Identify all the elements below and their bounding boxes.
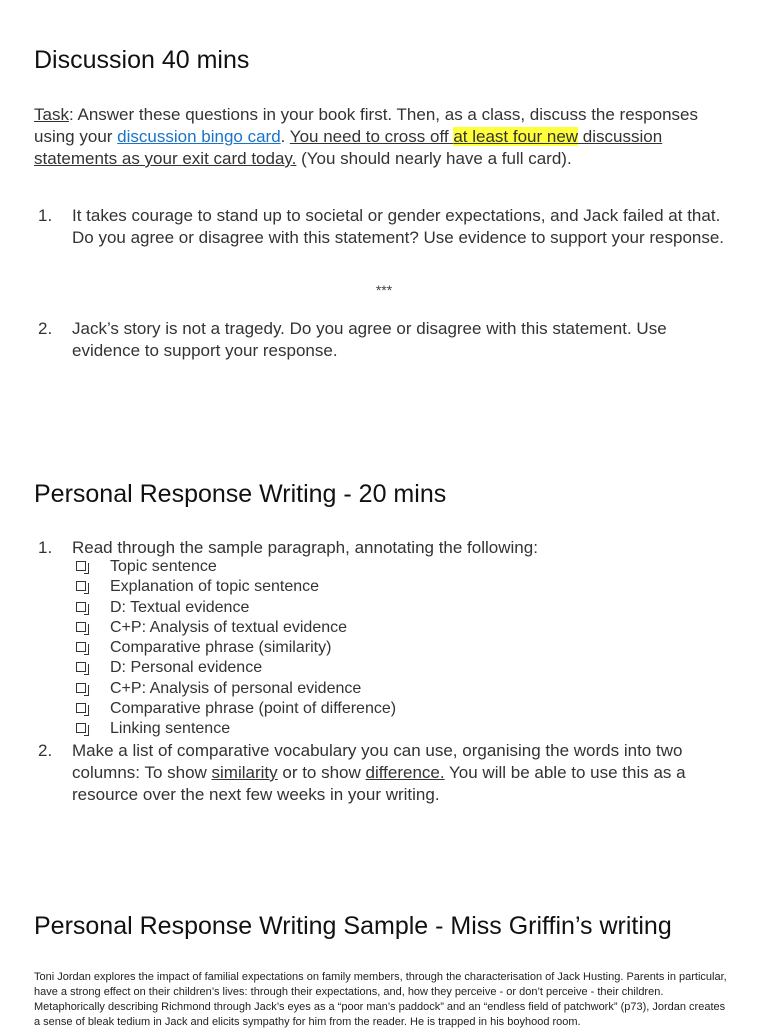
instruction-text: Read through the sample paragraph, annotating the following: xyxy=(72,538,538,557)
checklist-item-label: D: Textual evidence xyxy=(110,598,250,616)
difference-underlined: difference. xyxy=(365,763,445,782)
task-text-2: . xyxy=(280,127,290,146)
section-separator: *** xyxy=(375,282,393,298)
instruction-text-1: Make a list of comparative vocabulary you can use, organising the words into two columns: To show xyxy=(72,741,683,782)
checklist-item-label: D: Personal evidence xyxy=(110,659,263,677)
checkbox-icon xyxy=(76,642,86,652)
task-underline-2: discussion statements as your exit card today. xyxy=(34,127,663,168)
task-text-3: (You should nearly have a full card). xyxy=(296,149,572,168)
checkbox-icon xyxy=(76,561,86,571)
personal-response-heading: Personal Response Writing - 20 mins xyxy=(34,480,447,508)
question-text: Jack’s story is not a tragedy. Do you agree or disagree with this statement. Use evidence to support your response. xyxy=(72,319,667,360)
checklist-item-label: Explanation of topic sentence xyxy=(110,578,320,596)
checklist-item-label: Topic sentence xyxy=(110,558,217,575)
checkbox-icon xyxy=(76,723,86,733)
instruction-item-2 xyxy=(34,740,734,806)
checklist-item-label: Linking sentence xyxy=(110,720,231,738)
checklist-item-label: Comparative phrase (point of difference) xyxy=(110,700,397,718)
instruction-number: 2. xyxy=(38,741,53,760)
instruction-text xyxy=(72,740,728,806)
checklist-item-label: Comparative phrase (similarity) xyxy=(110,639,332,657)
question-number: 1. xyxy=(38,206,53,225)
discussion-bingo-card-link[interactable]: discussion bingo card xyxy=(117,127,281,146)
instruction-item-1 xyxy=(34,537,734,737)
checkbox-icon xyxy=(76,602,86,612)
task-text-1: : Answer these questions in your book first. Then, as a class, discuss the responses using your xyxy=(34,105,698,146)
checkbox-icon xyxy=(76,622,86,632)
instruction-text-2: or to show xyxy=(277,763,366,782)
task-underline-1: You need to cross off xyxy=(289,127,454,146)
checkbox-icon xyxy=(76,581,86,591)
question-item-2 xyxy=(34,318,734,362)
checkbox-icon xyxy=(76,683,86,693)
checklist-item-label: C+P: Analysis of personal evidence xyxy=(110,679,362,697)
instruction-number: 1. xyxy=(38,538,53,557)
question-number: 2. xyxy=(38,319,53,338)
checklist-item-label: C+P: Analysis of textual evidence xyxy=(110,618,348,636)
task-paragraph xyxy=(34,104,734,170)
question-item-1 xyxy=(34,205,734,271)
writing-sample-paragraph: Toni Jordan explores the impact of familial expectations on family members, through the characterisation of Jack Husting. Parents in particular, have a strong effect on their children’s lives: through their expectations, and, how they perceive - or don’t perceive - their children. Metaphorically describing Richmond through Jack’s eyes as a “poor man’s paddock” and an “endless field of patchwork” (p73), Jordan creates a sense of bleak tedium in Jack and elicits sympathy for him from the reader. He is trapped in his boyhood room. xyxy=(34,971,727,1028)
checkbox-icon xyxy=(76,703,86,713)
task-highlight: at least four new xyxy=(453,127,579,146)
question-text: It takes courage to stand up to societal or gender expectations, and Jack failed at that. Do you agree or disagree with this statement? Use evidence to support your response. xyxy=(72,206,725,247)
checkbox-icon xyxy=(76,662,86,672)
instruction-text-3: You will be able to use this as a resource over the next few weeks in your writing. xyxy=(72,763,686,804)
task-label: Task xyxy=(34,105,69,124)
similarity-underlined: similarity xyxy=(211,763,278,782)
discussion-heading: Discussion 40 mins xyxy=(34,46,250,74)
writing-sample-heading: Personal Response Writing Sample - Miss Griffin’s writing xyxy=(34,912,672,940)
